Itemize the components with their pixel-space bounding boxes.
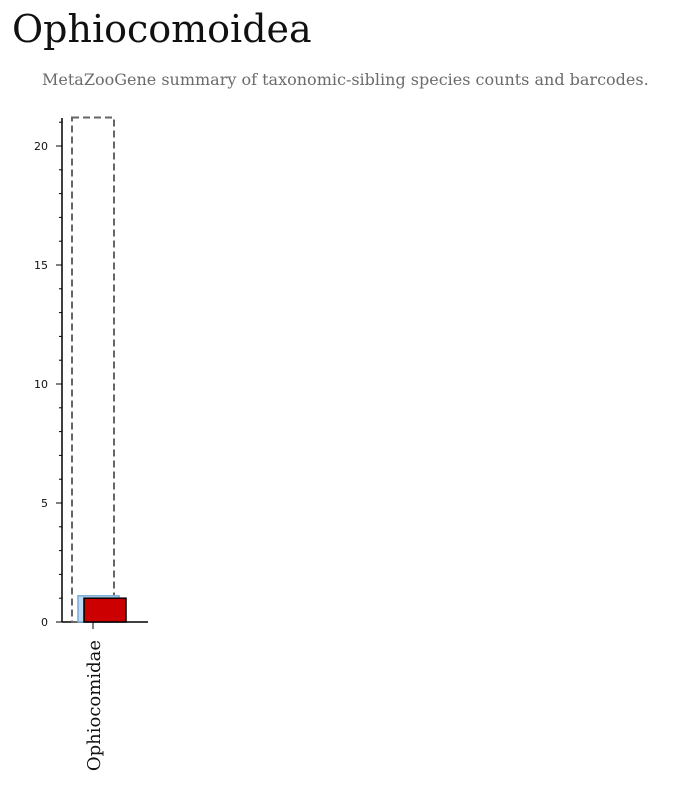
x-axis-ticks (84, 622, 105, 771)
bar-barcodes (84, 598, 126, 622)
y-tick-label: 0 (41, 616, 48, 629)
y-tick-label: 10 (34, 378, 48, 391)
category-label: Ophiocomidae (84, 640, 105, 772)
page-subtitle: MetaZooGene summary of taxonomic-sibling species counts and barcodes. (42, 70, 649, 89)
y-axis-minor-ticks (59, 122, 62, 598)
page-title: Ophiocomoidea (12, 7, 312, 51)
y-axis-major-ticks (34, 140, 62, 629)
y-tick-label: 5 (41, 497, 48, 510)
bar-total (72, 117, 114, 622)
bars (72, 117, 126, 622)
y-tick-label: 20 (34, 140, 48, 153)
y-tick-label: 15 (34, 259, 48, 272)
